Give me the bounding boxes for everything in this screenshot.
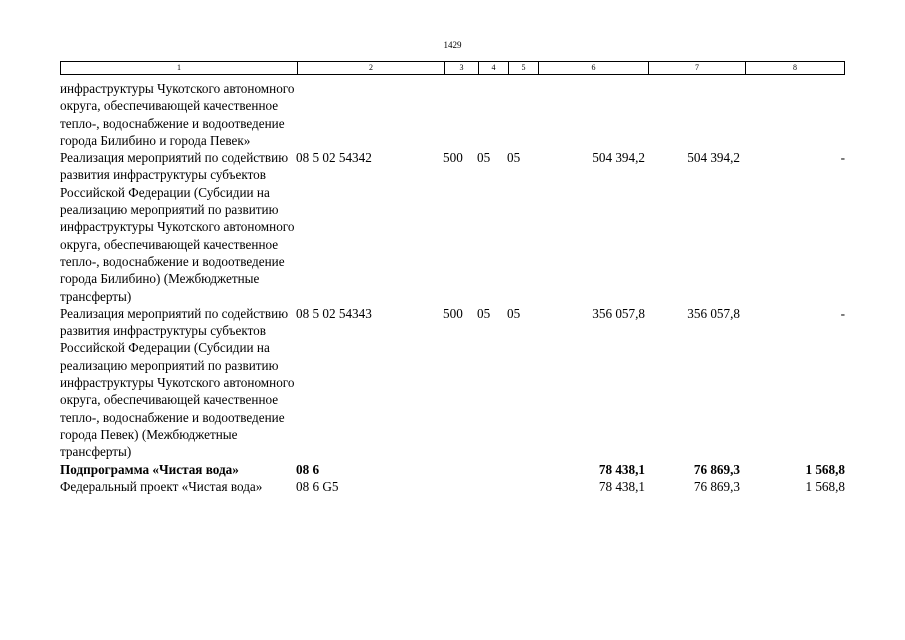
table-row (60, 80, 845, 149)
cell-col7: 76 869,3 (693, 478, 740, 494)
cell-name: Реализация мероприятий по содействию развития инфраструктуры субъектов Российской Федерации (Субсидии на реализацию мероприятий по развитию инфраструктуры Чукотского автономного округа, обеспечивающей качественное тепло-, водоснабжение и водоотведение города Билибино) (Межбюджетные трансферты) (60, 150, 295, 304)
header-col-3: 3 (444, 62, 478, 74)
cell-col3: 500 (443, 305, 463, 321)
table-row (60, 478, 845, 495)
cell-col7: 356 057,8 (687, 305, 740, 321)
header-col-4: 4 (478, 62, 508, 74)
cell-col7: 504 394,2 (687, 150, 740, 166)
header-col-7: 7 (648, 62, 745, 74)
cell-col6: 504 394,2 (592, 150, 645, 166)
cell-col6: 78 438,1 (598, 478, 645, 494)
cell-name: Подпрограмма «Чистая вода» (60, 461, 239, 477)
cell-code: 08 6 G5 (296, 478, 339, 494)
cell-col8: - (840, 305, 845, 321)
header-col-1: 1 (177, 63, 181, 72)
cell-col6: 356 057,8 (592, 305, 645, 321)
cell-code: 08 5 02 54342 (296, 150, 372, 166)
cell-col8: - (840, 150, 845, 166)
cell-col8: 1 568,8 (805, 478, 845, 494)
cell-code: 08 6 (296, 461, 320, 477)
cell-code: 08 5 02 54343 (296, 305, 372, 321)
header-col-8: 8 (745, 62, 844, 74)
cell-col5: 05 (507, 305, 521, 321)
table-header (60, 61, 845, 75)
header-col-5: 5 (508, 62, 538, 74)
table-row (60, 305, 845, 461)
cell-col8: 1 568,8 (805, 461, 845, 477)
table-row (60, 149, 845, 305)
cell-col3: 500 (443, 150, 463, 166)
header-col-6: 6 (538, 62, 648, 74)
cell-col5: 05 (507, 150, 521, 166)
cell-col4: 05 (477, 305, 491, 321)
cell-name: Реализация мероприятий по содействию развития инфраструктуры субъектов Российской Федерации (Субсидии на реализацию мероприятий по развитию инфраструктуры Чукотского автономного округа, обеспечивающей качественное тепло-, водоснабжение и водоотведение города Певек) (Межбюджетные трансферты) (60, 305, 295, 460)
header-col-2: 2 (297, 62, 444, 74)
table-row (60, 461, 845, 478)
cell-name: Федеральный проект «Чистая вода» (60, 478, 263, 494)
cell-col7: 76 869,3 (693, 461, 740, 477)
page-number: 1429 (443, 40, 462, 50)
table-body (60, 80, 845, 495)
cell-col4: 05 (477, 150, 491, 166)
cell-col6: 78 438,1 (598, 461, 645, 477)
cell-name: инфраструктуры Чукотского автономного округа, обеспечивающей качественное тепло-, водоснабжение и водоотведение города Билибино и города Певек» (60, 81, 295, 148)
